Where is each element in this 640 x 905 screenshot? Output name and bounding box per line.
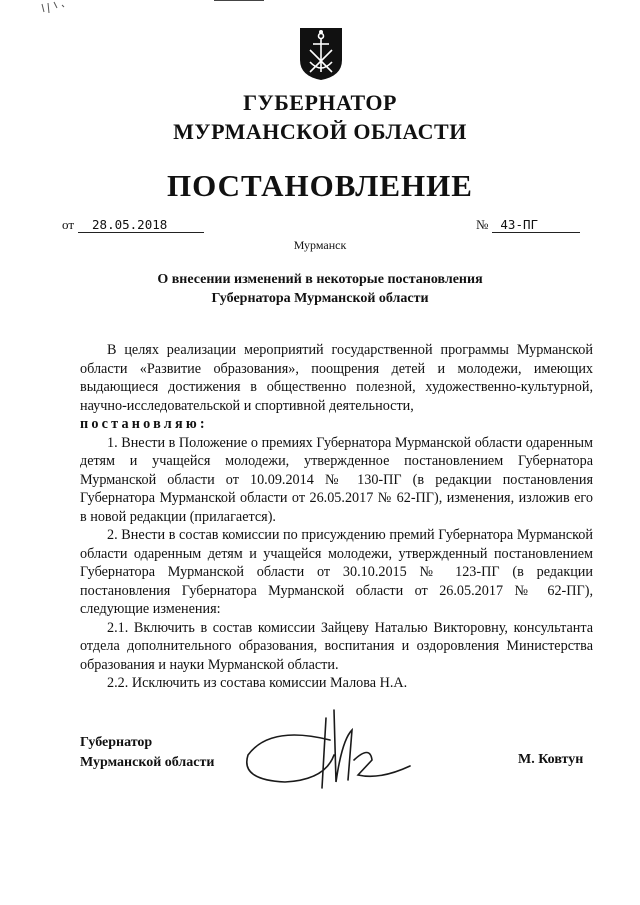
- issuer-title-line2: МУРМАНСКОЙ ОБЛАСТИ: [173, 119, 467, 144]
- document-subject: [0, 270, 640, 308]
- signatory-position-line2: Мурманской области: [80, 755, 215, 770]
- handwritten-signature: [230, 700, 430, 800]
- document-date: 28.05.2018: [78, 218, 204, 233]
- document-body: [80, 341, 593, 693]
- signatory-name: М. Ковтун: [518, 752, 584, 767]
- margin-scribble: [36, 0, 76, 22]
- document-type-heading: ПОСТАНОВЛЕНИЕ: [167, 168, 473, 203]
- signatory-position-line1: Губернатор: [80, 735, 153, 750]
- subject-line1: О внесении изменений в некоторые постановления: [157, 272, 483, 287]
- subject-line2: Губернатора Мурманской области: [211, 291, 429, 306]
- city-name: Мурманск: [293, 238, 347, 252]
- item-2-2-paragraph: 2.2. Исключить из состава комиссии Малова Н.А.: [107, 675, 408, 691]
- item-1-paragraph: 1. Внести в Положение о премиях Губернатора Мурманской области одаренным детям и учащейся молодежи, утвержденное постановлением Губернатора Мурманской области от 10.09.2014 № 130-ПГ (в редакции постановления Губернатора Мурманской области от 26.05.2017 № 62-ПГ), изменения, изложив его в новой редакции (прилагается).: [80, 434, 593, 525]
- number-label: №: [476, 217, 489, 232]
- intro-paragraph: В целях реализации мероприятий государственной программы Мурманской области «Развитие образования», поощрения детей и молодежи, имеющих выдающиеся достижения в общественно полезной, художественно-культурной, научно-исследовательской и спортивной деятельности,: [80, 342, 593, 414]
- date-label: от: [62, 217, 75, 232]
- issuer-title-line1: ГУБЕРНАТОР: [243, 90, 397, 115]
- item-2-paragraph: 2. Внести в состав комиссии по присуждению премий Губернатора Мурманской области одаренным детям и учащейся молодежи, утвержденный постановлением Губернатора Мурманской области от 30.10.2015 № 123-ПГ (в редакции постановления Губернатора Мурманской области от 26.05.2017 № 62-ПГ), следующие изменения:: [80, 527, 593, 617]
- signatory-position: [80, 733, 214, 773]
- coat-of-arms-icon: [298, 26, 344, 82]
- document-number: 43-ПГ: [492, 218, 580, 233]
- number-row: [476, 217, 580, 233]
- date-row: [62, 217, 204, 233]
- decree-paragraph: [80, 415, 593, 434]
- item-2-1-paragraph: 2.1. Включить в состав комиссии Зайцеву Наталью Викторовну, консультанта отдела дополнительного образования, воспитания и оздоровления Министерства образования и науки Мурманской области.: [80, 619, 593, 673]
- top-edge-line: [214, 0, 264, 1]
- decree-word: постановляю:: [80, 416, 208, 432]
